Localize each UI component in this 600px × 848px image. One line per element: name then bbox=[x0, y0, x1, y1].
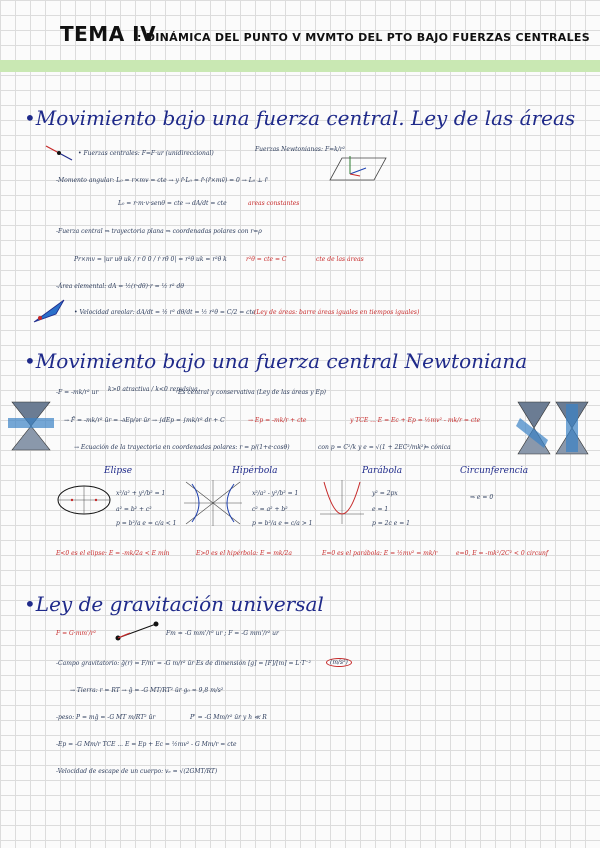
line-plane-trajectory: -Fuerza central ⇒ trayectoria plana ⇒ coordenadas polares con r=ρ bbox=[56, 228, 262, 235]
line-total-energy: y TCE ... E = Ec + Ep = ½mv² - mk/r = cte bbox=[350, 417, 481, 424]
cone-section-icon-2 bbox=[552, 400, 592, 456]
line-elemental-area: -Área elemental: dA = ½(r·dθ)·r = ½ r² dθ bbox=[56, 283, 184, 290]
line-force-def: -F = -mk/r² ur bbox=[56, 389, 99, 396]
line-conservative: Es central y conservativa (Ley de las áreas y Ep) bbox=[178, 389, 326, 396]
line-areal-velocity: • Velocidad areolar: dA/dt = ½ r² dθ/dt = ½ r²θ̇ = C/2 = cte bbox=[74, 309, 256, 316]
section-title-gravitation: •Ley de gravitación universal bbox=[24, 592, 324, 616]
highlight-bar bbox=[0, 60, 600, 72]
cone-section-icon bbox=[514, 400, 554, 456]
plane-orbit-diagram bbox=[320, 152, 390, 184]
tema-title: TEMA IV bbox=[60, 22, 157, 46]
line-forces-pair: Fm = -G mm'/r² ur ; F = -G mm'/r² ur bbox=[166, 630, 279, 637]
parabola-eq2: e = 1 bbox=[372, 506, 389, 513]
areal-sector-icon bbox=[30, 296, 70, 326]
line-conic: ⇒ cónica bbox=[424, 444, 451, 451]
parabola-diagram bbox=[320, 480, 364, 524]
line-determinant: Pr×mv = |ur uθ uk / r 0 0 / ṙ rθ̇ 0| = r²θ̇ uk = r²θ̇ k bbox=[74, 256, 227, 263]
conic-label-ellipse: Elipse bbox=[104, 466, 133, 476]
conic-label-parabola: Parábola bbox=[362, 466, 403, 476]
double-cone-icon bbox=[6, 400, 56, 452]
line-force-sign: k>0 atractiva / k<0 repulsiva bbox=[108, 386, 198, 393]
ellipse-eq2: a² = b² + c² bbox=[116, 506, 152, 513]
units-oval: (m/s²) bbox=[326, 658, 352, 667]
line-central-forces: • Fuerzas centrales: F=F·ur (unidireccional) bbox=[78, 150, 214, 157]
section-title-newtonian: •Movimiento bajo una fuerza central Newtoniana bbox=[24, 349, 528, 373]
line-earth-field: → Tierra: r = RT → ḡ = -G MT/RT² ūr g₀ ≈ 9,8 m/s² bbox=[70, 687, 224, 694]
central-force-diagram bbox=[42, 142, 76, 164]
line-areal-constant-c: r²θ̇ = cte = C bbox=[246, 256, 287, 263]
two-masses-diagram bbox=[112, 620, 162, 642]
line-ep-result: → Ep = -mk/r + cte bbox=[248, 417, 307, 424]
parabola-eq3: p = 2c e = 1 bbox=[372, 520, 410, 527]
section-title-areas: •Movimiento bajo una fuerza central. Ley de las áreas bbox=[24, 106, 576, 130]
hyperbola-eq2: c² = a² + b² bbox=[252, 506, 288, 513]
line-p-e: con p = C²/k y e = √(1 + 2EC²/mk²) bbox=[318, 444, 426, 451]
hyperbola-eq1: x²/a² - y²/b² = 1 bbox=[252, 490, 299, 497]
line-areas-law: (Ley de áreas: barre áreas iguales en tiempos iguales) bbox=[254, 309, 420, 316]
ellipse-eq1: x²/a² + y²/b² = 1 bbox=[116, 490, 166, 497]
line-areas-cte: cte de las áreas bbox=[316, 256, 364, 263]
line-weight-alt: P' = -G Mm/r² ūr y h ≪ R bbox=[190, 714, 267, 721]
ellipse-eq3: p = b²/a e = c/a < 1 bbox=[116, 520, 177, 527]
parabola-eq1: y² = 2px bbox=[372, 490, 398, 497]
tema-subtitle: : DINÁMICA DEL PUNTO V MVMTO DEL PTO BAJO FUERZAS CENTRALES bbox=[137, 31, 590, 44]
line-escape-velocity: -Velocidad de escape de un cuerpo: vₑ = √(2GMT/RT) bbox=[56, 768, 218, 775]
conic-label-hyperbola: Hipérbola bbox=[232, 466, 278, 476]
line-angular-momentum: -Momento angular: L₀ = r×mv = cte → y r̄·L₀ = r̄·(r̄×mv̄) = 0 → L₀ ⊥ r̄ bbox=[56, 177, 268, 184]
hyperbola-eq3: p = b²/a e = c/a > 1 bbox=[252, 520, 313, 527]
energy-ellipse: E<0 es el elipse: E = -mk/2a < E mín bbox=[56, 550, 170, 557]
ellipse-diagram bbox=[56, 482, 112, 518]
line-grav-field: -Campo gravitatorio: ḡ(r) = F/m' = -G m/r² ūr Es de dimensión [g] = [F]/[m] = L·T⁻² bbox=[56, 660, 311, 667]
conic-label-circle: Circunferencia bbox=[460, 466, 529, 476]
circle-eq1: ⇒ e = 0 bbox=[470, 494, 494, 501]
line-areas-note: areas constantes bbox=[248, 200, 300, 207]
line-weight: -peso: P = mḡ = -G MT m/RT² ūr bbox=[56, 714, 156, 721]
energy-hyperbola: E>0 es el hipérbola: E = mk/2a bbox=[196, 550, 292, 557]
line-grav-ep: -Ep = -G Mm/r TCE ... E = Ep + Ec = ½mv² - G Mm/r = cte bbox=[56, 741, 237, 748]
energy-parabola: E=0 es el parábola: E = ½mv² = mk/r bbox=[322, 550, 438, 557]
line-newton-law: F = G·mm'/r² bbox=[56, 630, 97, 637]
line-newtonian-forces: Fuerzas Newtonianas: F=k/r² bbox=[255, 146, 346, 153]
line-trajectory-eq: → Ecuación de la trayectoria en coordenadas polares: r = p/(1+e·cosθ) bbox=[74, 444, 290, 451]
energy-circle: e=0, E = -mk²/2C² < 0 circunf bbox=[456, 550, 549, 557]
line-areal-constant: L₀ = r·m·v·senθ = cte → dA/dt = cte bbox=[118, 200, 227, 207]
line-potential-energy: → F̄ = -mk/r² ūr = -∂Ep/∂r ūr → ∫dEp = ∫mk/r² dr + C bbox=[64, 417, 225, 424]
hyperbola-diagram bbox=[184, 480, 242, 526]
